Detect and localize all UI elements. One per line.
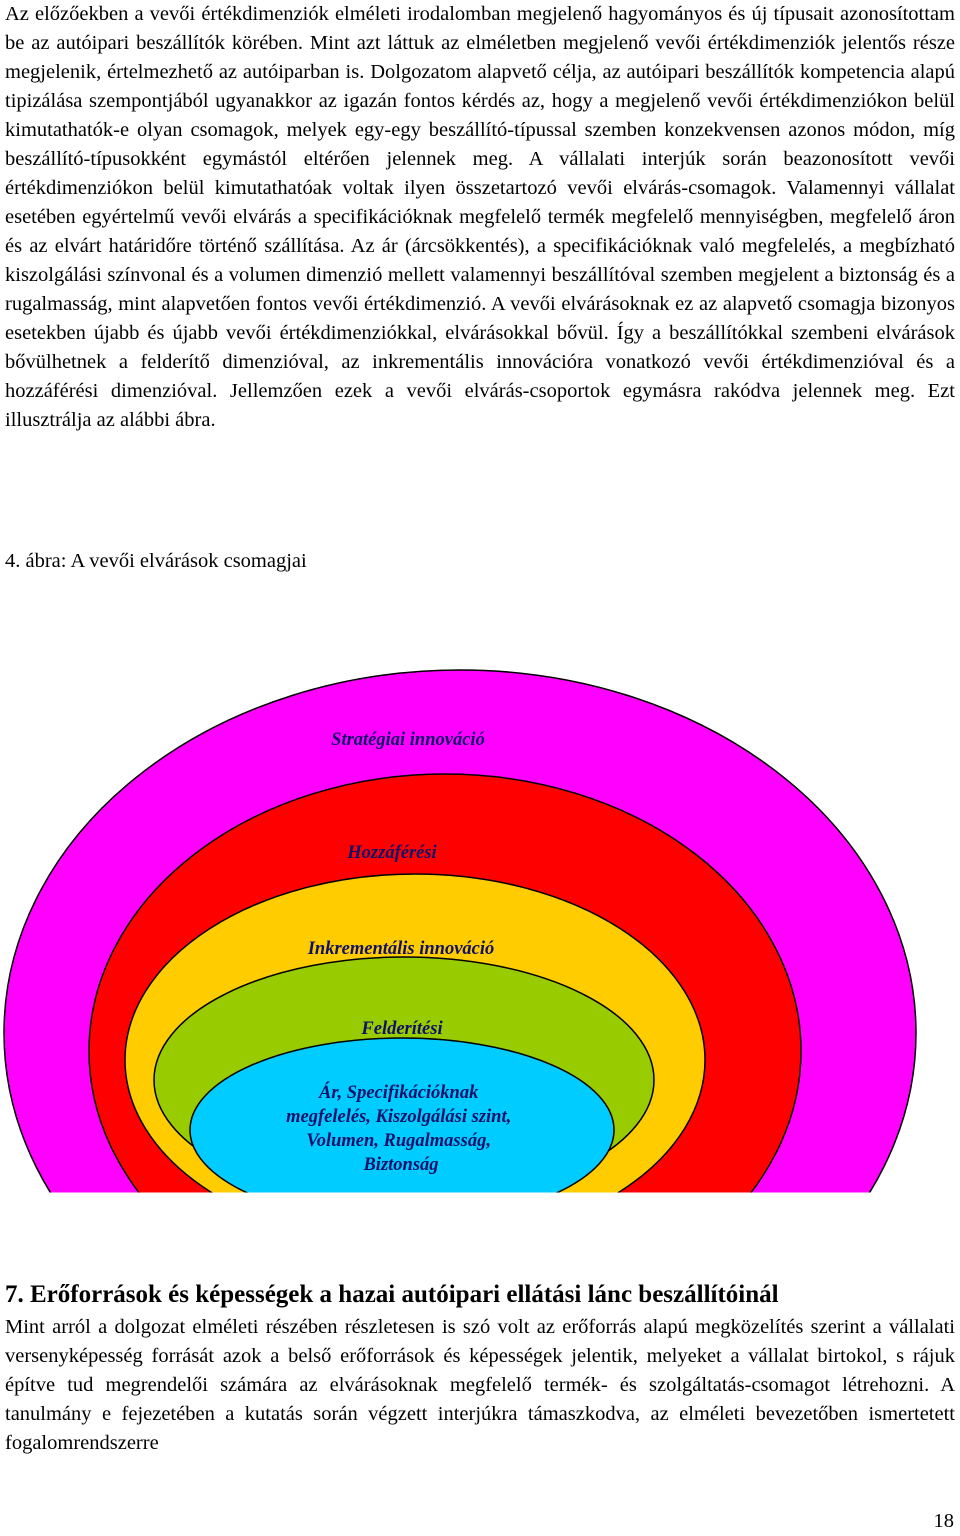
body-paragraph-2: Mint arról a dolgozat elméleti részében részletesen is szó volt az erőforrás alapú megközelítés szerint a vállalati versenyképesség forrását azok a belső erőforrások és képességek jelentik, melyeket a vállalat birtokol, s rájuk építve tud megrendelői számára az elvárásoknak megfelelő termék- és szolgáltatás-csomagot létrehozni. A tanulmány e fejezetében a kutatás során végzett interjúkra támaszkodva, az elméleti bevezetőben ismertetett fogalomrendszerre — [5, 1316, 955, 1454]
label-incremental-innovation: Inkrementális innováció — [307, 939, 495, 959]
label-exploration: Felderítési — [361, 1019, 443, 1039]
label-access: Hozzáférési — [347, 843, 437, 863]
label-strategic-innovation: Stratégiai innováció — [331, 730, 485, 750]
body-paragraph: Az előzőekben a vevői értékdimenziók elméleti irodalomban megjelenő hagyományos és új típusait azonosítottam be az autóipari beszállítók körében. Mint azt láttuk az elméletben megjelenő vevői értékdimenziók jelentős része megjelenik, értelmezhető az autóiparban is. Dolgozatom alapvető célja, az autóipari beszállítók kompetencia alapú tipizálása szempontjából ugyanakkor az igazán fontos kérdés az, hogy a megjelenő vevői értékdimenziókon belül kimutathatók-e olyan csomagok, melyek egy-egy beszállító-típussal szemben konzekvensen azonos módon, míg beszállító-típusokként egymástól eltérően jelennek meg. A vállalati interjúk során beazonosított vevői értékdimenziókon belül kimutathatóak voltak ilyen összetartozó vevői elvárás-csomagok. Valamennyi vállalat esetében egyértelmű vevői elvárás a specifikációknak megfelelő termék megfelelő mennyiségben, megfelelő áron és az elvárt határidőre történő szállítása. Az ár (árcsökkentés), a specifikációknak való megfelelés, a megbízható kiszolgálási színvonal és a volumen dimenzió mellett valamennyi beszállítóval szemben megjelent a biztonság és a rugalmasság, mint alapvetően fontos vevői értékdimenzió. A vevői elvárásoknak ez az alapvető csomagja bizonyos esetekben újabb és újabb vevői értékdimenziókkal, elvárásokkal bővül. Így a beszállítókkal szembeni elvárások bővülhetnek a felderítő dimenzióval, az inkrementális innovációra vonatkozó vevői értékdimenzióval és a hozzáférési dimenzióval. Jellemzően ezek a vevői elvárás-csoportok egymásra rakódva jelennek meg. Ezt illusztrálja az alábbi ábra. — [5, 3, 955, 431]
customer-expectation-layers-diagram — [0, 600, 960, 1260]
section-heading: 7. Erőforrások és képességek a hazai autóipari ellátási lánc beszállítóinál — [5, 1281, 779, 1308]
page-number: 18 — [933, 1510, 954, 1532]
label-core-expectations: Ár, Specifikációknak megfelelés, Kiszolgálási szint, Volumen, Rugalmasság, Biztonság — [286, 1083, 512, 1175]
figure-caption: 4. ábra: A vevői elvárások csomagjai — [5, 550, 307, 572]
layer-core-expectations — [190, 1038, 614, 1222]
